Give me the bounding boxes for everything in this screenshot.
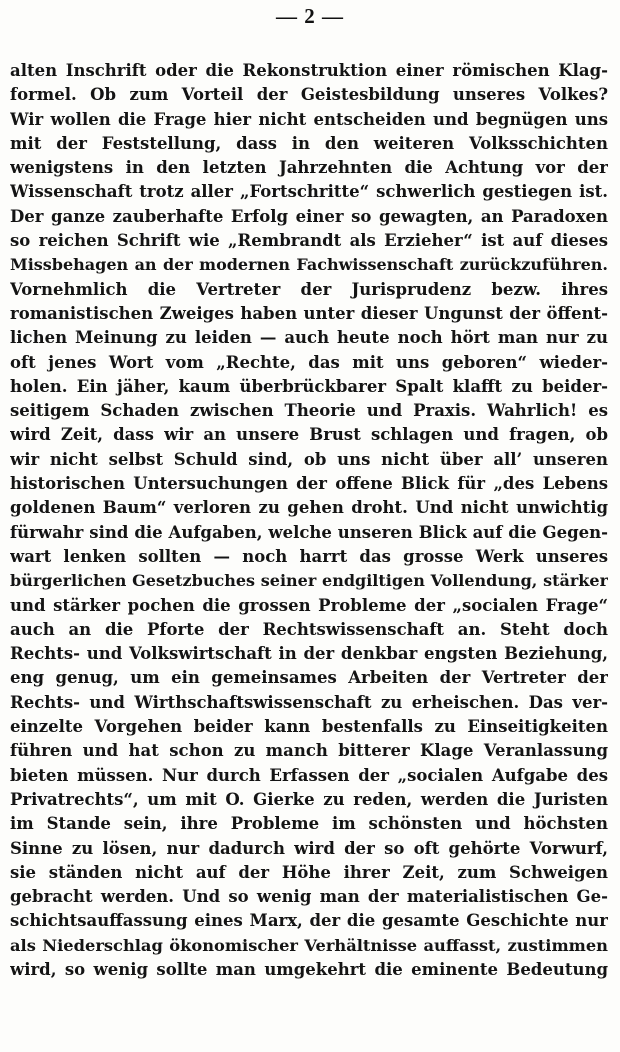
text-line: romanistischen Zweiges haben unter dieser Ungunst der öffent- [10,303,608,323]
text-line: Wissenschaft trotz aller „Fortschritte“ schwerlich gestiegen ist. [10,182,608,202]
text-line: fürwahr sind die Aufgaben, welche unseren Blick auf die Gegen- [10,522,608,542]
text-line: lichen Meinung zu leiden — auch heute noch hört man nur zu [10,328,608,348]
text-line: holen. Ein jäher, kaum überbrückbarer Spalt klafft zu beider- [10,376,608,396]
text-line: führen und hat schon zu manch bitterer Klage Veranlassung [10,741,608,761]
text-line: sie ständen nicht auf der Höhe ihrer Zeit, zum Schweigen [10,862,608,882]
body-text [10,59,608,982]
text-line: seitigem Schaden zwischen Theorie und Praxis. Wahrlich! es [10,401,608,421]
text-line: im Stande sein, ihre Probleme im schönsten und höchsten [10,814,608,834]
text-line: so reichen Schrift wie „Rembrandt als Erzieher“ ist auf dieses [10,231,608,251]
text-line: Missbehagen an der modernen Fachwissenschaft zurückzuführen. [10,255,608,275]
text-line: goldenen Baum“ verloren zu gehen droht. Und nicht unwichtig [10,498,608,518]
text-line: oft jenes Wort vom „Rechte, das mit uns geboren“ wieder- [10,352,608,372]
text-line: Der ganze zauberhafte Erfolg einer so gewagten, an Paradoxen [10,206,608,226]
text-line: alten Inschrift oder die Rekonstruktion einer römischen Klag- [10,61,608,80]
page-number: — 2 — [276,4,344,28]
text-line: Sinne zu lösen, nur dadurch wird der so oft gehörte Vorwurf, [10,838,608,858]
text-line: Rechts- und Wirthschaftswissenschaft zu erheischen. Das ver- [10,692,608,712]
text-line: historischen Untersuchungen der offene Blick für „des Lebens [10,474,608,494]
text-line: formel. Ob zum Vorteil der Geistesbildung unseres Volkes? [10,85,608,105]
text-line: als Niederschlag ökonomischer Verhältnisse auffasst, zustimmen [10,935,608,955]
text-line: Wir wollen die Frage hier nicht entscheiden und begnügen uns [10,109,608,129]
text-line: Privatrechts“, um mit O. Gierke zu reden, werden die Juristen [10,789,608,809]
text-line: eng genug, um ein gemeinsames Arbeiten der Vertreter der [10,668,608,688]
text-line: wenigstens in den letzten Jahrzehnten die Achtung vor der [10,158,608,178]
text-line: Rechts- und Volkswirtschaft in der denkbar engsten Beziehung, [10,644,608,664]
text-line: schichtsauffassung eines Marx, der die gesamte Geschichte nur [10,911,608,931]
text-line: wir nicht selbst Schuld sind, ob uns nicht über all’ unseren [10,449,608,469]
text-line: bürgerlichen Gesetzbuches seiner endgiltigen Vollendung, stärker [10,571,608,591]
text-line: auch an die Pforte der Rechtswissenschaft an. Steht doch [10,619,608,639]
text-line: Vornehmlich die Vertreter der Jurisprudenz bezw. ihres [10,279,608,299]
text-line: bieten müssen. Nur durch Erfassen der „socialen Aufgabe des [10,765,608,785]
text-line: wart lenken sollten — noch harrt das grosse Werk unseres [10,546,608,566]
text-line: wird, so wenig sollte man umgekehrt die eminente Bedeutung [10,959,608,979]
text-line: einzelte Vorgehen beider kann bestenfalls zu Einseitigkeiten [10,717,608,737]
text-line: wird Zeit, dass wir an unsere Brust schlagen und fragen, ob [10,425,608,445]
text-line: und stärker pochen die grossen Probleme der „socialen Frage“ [10,595,608,615]
text-line: mit der Feststellung, dass in den weiteren Volksschichten [10,133,608,153]
text-line: gebracht werden. Und so wenig man der materialistischen Ge- [10,887,608,907]
